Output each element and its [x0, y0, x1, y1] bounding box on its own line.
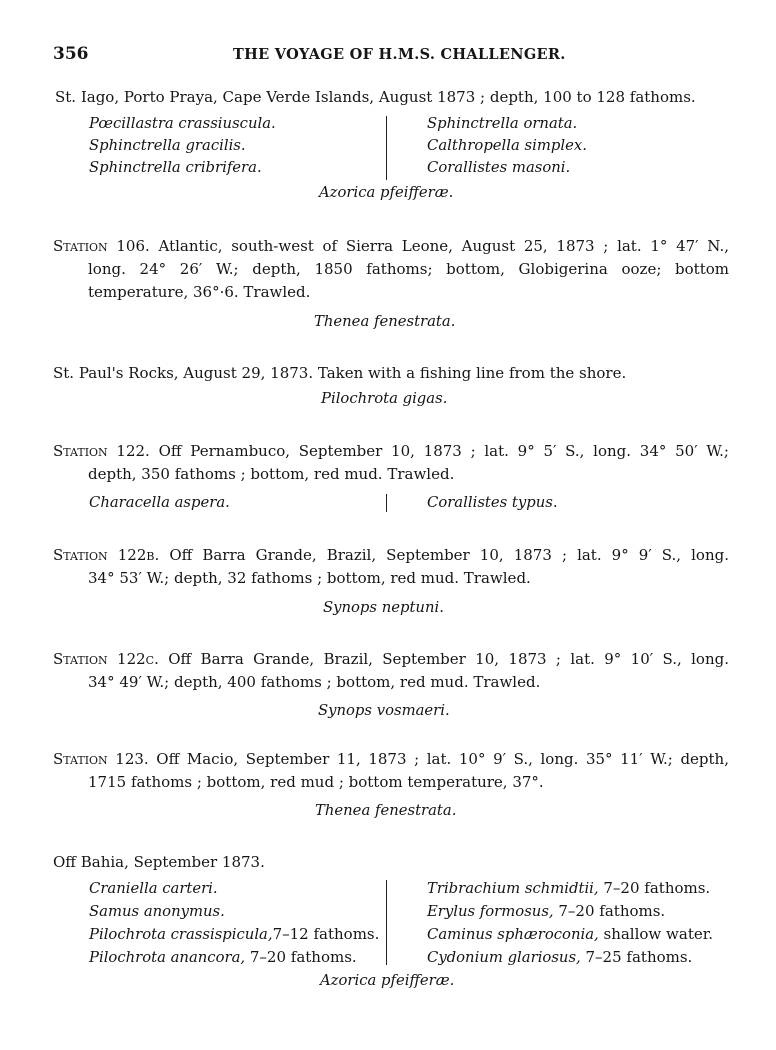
station-label: Station 122.	[53, 442, 150, 460]
species-left-1: Craniella carteri.	[89, 880, 218, 897]
species-right-1: Sphinctrella ornata.	[427, 115, 578, 132]
species-left-2: Sphinctrella gracilis.	[89, 137, 246, 154]
station-line: Atlantic, south-west of Sierra Leone, August 25, 1873 ; lat. 1° 47′ N.,	[158, 237, 729, 255]
species-right-1: Corallistes typus.	[427, 494, 558, 511]
station-line: Off Macio, September 11, 1873 ; lat. 10° 9′ S., long. 35° 11′ W.; depth,	[156, 750, 729, 768]
species-right-4: Cydonium glariosus, 7–25 fathoms.	[427, 948, 693, 966]
species-left-2: Samus anonymus.	[89, 903, 225, 920]
station-line: 1715 fathoms ; bottom, red mud ; bottom temperature, 37°.	[88, 773, 544, 791]
species-center: Pilochrota gigas.	[321, 390, 448, 407]
station-122b-entry	[53, 544, 729, 590]
column-divider	[386, 494, 387, 512]
species-center: Azorica pfeifferæ.	[320, 972, 455, 989]
station-line: 34° 53′ W.; depth, 32 fathoms ; bottom, red mud. Trawled.	[88, 569, 531, 587]
species-center: Azorica pfeifferæ.	[319, 184, 454, 201]
species-right-2: Erylus formosus, 7–20 fathoms.	[427, 902, 666, 920]
station-line: temperature, 36°·6. Trawled.	[88, 283, 311, 301]
station-122c-entry	[53, 648, 729, 694]
species-left-1: Pœcillastra crassiuscula.	[89, 115, 276, 132]
station-label: Station 123.	[53, 750, 149, 768]
station-123-entry	[53, 748, 729, 794]
species-right-2: Calthropella simplex.	[427, 137, 587, 154]
station-label: Station 122b.	[53, 546, 160, 564]
species-right-1: Tribrachium schmidtii, 7–20 fathoms.	[427, 879, 711, 897]
station-line: depth, 350 fathoms ; bottom, red mud. Trawled.	[88, 465, 455, 483]
station-line: 34° 49′ W.; depth, 400 fathoms ; bottom, red mud. Trawled.	[88, 673, 541, 691]
species-right-3: Corallistes masoni.	[427, 159, 571, 176]
species-left-4: Pilochrota anancora, 7–20 fathoms.	[89, 948, 357, 966]
species-center: Thenea fenestrata.	[315, 802, 457, 819]
species-left-3: Pilochrota crassispicula,7–12 fathoms.	[89, 925, 380, 943]
page-number: 356	[53, 44, 89, 64]
section-heading-off-bahia: Off Bahia, September 1873.	[53, 853, 265, 871]
station-label: Station 122c.	[53, 650, 159, 668]
species-center: Synops neptuni.	[323, 599, 444, 616]
species-left-1: Characella aspera.	[89, 494, 230, 511]
station-line: Off Barra Grande, Brazil, September 10, 1873 ; lat. 9° 10′ S., long.	[168, 650, 729, 668]
station-106-entry	[53, 235, 729, 304]
station-line: long. 24° 26′ W.; depth, 1850 fathoms; bottom, Globigerina ooze; bottom	[88, 260, 729, 278]
column-divider	[386, 116, 387, 180]
section-heading-st-pauls: St. Paul's Rocks, August 29, 1873. Taken with a fishing line from the shore.	[53, 364, 627, 382]
station-line: Off Pernambuco, September 10, 1873 ; lat. 9° 5′ S., long. 34° 50′ W.;	[158, 442, 729, 460]
section-heading-st-iago: St. Iago, Porto Praya, Cape Verde Islands, August 1873 ; depth, 100 to 128 fathoms.	[55, 88, 696, 106]
column-divider	[386, 880, 387, 965]
running-title: THE VOYAGE OF H.M.S. CHALLENGER.	[233, 46, 566, 63]
species-right-3: Caminus sphæroconia, shallow water.	[427, 925, 714, 943]
station-122-entry	[53, 440, 729, 486]
species-left-3: Sphinctrella cribrifera.	[89, 159, 262, 176]
station-line: Off Barra Grande, Brazil, September 10, 1873 ; lat. 9° 9′ S., long.	[169, 546, 729, 564]
species-center: Thenea fenestrata.	[314, 313, 456, 330]
station-label: Station 106.	[53, 237, 150, 255]
species-center: Synops vosmaeri.	[318, 702, 450, 719]
